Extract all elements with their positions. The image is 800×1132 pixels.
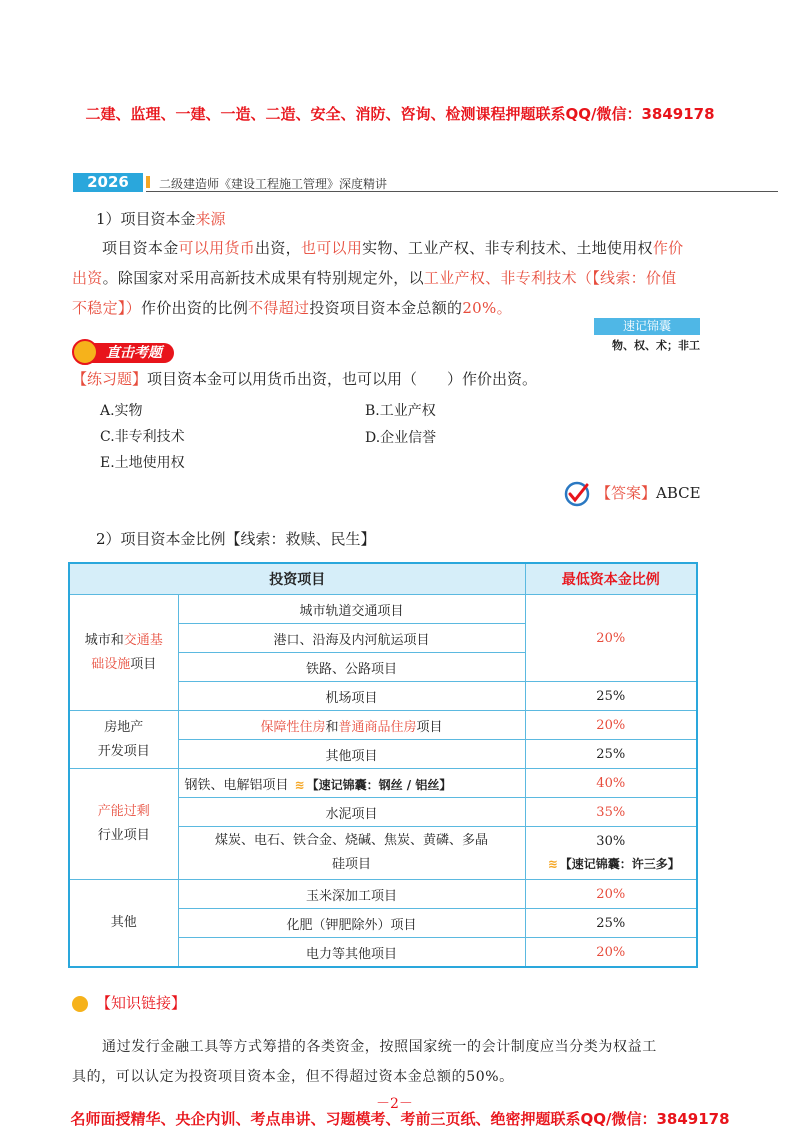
text: 投资项目资本金总额的 (309, 299, 463, 317)
category-overcapacity (69, 769, 178, 880)
ratio-cell: 20% (525, 880, 697, 909)
text: 交通基 (123, 632, 163, 648)
answer-value: ABCE (656, 484, 701, 502)
project-cell: 城市轨道交通项目 (178, 595, 525, 624)
memo-mark-icon: ≋ (294, 777, 305, 792)
option-e: E.土地使用权 (100, 455, 185, 471)
text: 煤炭、电石、铁合金、烧碱、焦炭、黄磷、多晶 (214, 833, 488, 848)
option-a: A.实物 (100, 403, 143, 419)
project-cell: 机场项目 (178, 682, 525, 711)
text: 也可以用 (300, 239, 363, 257)
text: 产能过剩 (97, 804, 150, 819)
text: 30% (596, 833, 626, 849)
page-header (73, 173, 705, 193)
page-number: －2－ (376, 1096, 413, 1112)
knowledge-link-heading (72, 992, 186, 1013)
header-ratio: 最低资本金比例 (525, 563, 697, 595)
table-header-row (69, 563, 697, 595)
text: 项目 (416, 719, 443, 735)
project-cell (178, 711, 525, 740)
ratio-cell: 20% (525, 711, 697, 740)
category-real-estate (69, 711, 178, 769)
text: 通过发行金融工具等方式筹措的各类资金，按照国家统一的会计制度应当分类为权益工 (102, 1039, 657, 1055)
knowledge-label: 【知识链接】 (96, 994, 187, 1012)
answer-line (564, 481, 701, 507)
ratio-cell: 35% (525, 798, 697, 827)
memo-mark-icon: ≋ (547, 856, 558, 871)
question-text: 项目资本金可以用货币出资，也可以用（ ）作价出资。 (147, 370, 538, 388)
text: 不得超过 (248, 299, 310, 317)
project-cell: 铁路、公路项目 (178, 653, 525, 682)
header-rule (146, 191, 778, 192)
category-other: 其他 (69, 880, 178, 968)
project-cell: 玉米深加工项目 (178, 880, 525, 909)
text: 出资 (72, 269, 103, 287)
option-c: C.非专利技术 (100, 429, 185, 445)
option-b: B.工业产权 (365, 403, 436, 419)
ratio-cell (525, 827, 697, 880)
text: 钢铁、电解铝项目 (184, 777, 289, 793)
answer-label: 【答案】 (596, 484, 657, 502)
ratio-cell: 20% (525, 938, 697, 968)
text: 不稳定】） (72, 299, 142, 317)
project-cell (178, 769, 525, 798)
year-badge: 2026 (73, 173, 143, 192)
practice-question (72, 368, 537, 389)
text: 货币 (224, 239, 256, 257)
text: 硅项目 (331, 857, 371, 872)
text: 项目资本金 (102, 239, 179, 257)
text: 作价 (652, 239, 684, 257)
table-row (69, 769, 697, 798)
project-cell: 电力等其他项目 (178, 938, 525, 968)
heading-text: 1）项目资本金 (96, 210, 196, 228)
text: 城市和 (84, 632, 124, 648)
text: 【速记锦囊：许三多】 (559, 856, 680, 871)
text: 开发项目 (97, 743, 150, 759)
lightbulb-icon (72, 339, 98, 365)
header-accent-bar (146, 176, 150, 188)
text: 具的，可以认定为投资项目资本金，但不得超过资本金总额的50%。 (72, 1069, 514, 1085)
ratio-cell: 25% (525, 682, 697, 711)
section2-heading: 2）项目资本金比例【线索：救赎、民生】 (96, 530, 376, 548)
text: 实物、工业产权、非专利技术、土地使用权 (362, 239, 653, 257)
project-cell (178, 827, 525, 880)
project-cell: 其他项目 (178, 740, 525, 769)
text: 行业项目 (97, 828, 150, 843)
practice-label: 【练习题】 (72, 370, 148, 388)
ratio-cell: 40% (525, 769, 697, 798)
ratio-cell: 25% (525, 740, 697, 769)
heading-highlight: 来源 (195, 210, 226, 228)
text: 房地产 (104, 719, 144, 735)
check-icon (564, 481, 590, 507)
exam-banner (72, 339, 222, 365)
ratio-cell: 20% (525, 595, 697, 682)
memory-tip (295, 778, 452, 792)
knowledge-paragraph (72, 1032, 712, 1092)
section1-paragraph (72, 233, 712, 323)
exam-banner-label: 直击考题 (92, 343, 174, 363)
text: 保障性住房 (260, 719, 326, 735)
category-urban-infrastructure (69, 595, 178, 711)
text: 。除国家对采用高新技术成果有特别规定外，以 (102, 269, 424, 287)
text: 普通商品住房 (338, 719, 417, 735)
section1-heading (96, 204, 226, 234)
project-cell: 化肥（钾肥除外）项目 (178, 909, 525, 938)
project-cell: 港口、沿海及内河航运项目 (178, 624, 525, 653)
memory-tip-content: 物、权、术；非工 (612, 339, 700, 352)
text: 20%。 (462, 299, 512, 317)
ratio-cell: 25% (525, 909, 697, 938)
promo-banner-top: 二建、监理、一建、一造、二造、安全、消防、咨询、检测课程押题联系QQ/微信：3849178 (85, 105, 715, 123)
text: 工业产权、非专利技术（【线索：价值 (423, 269, 677, 287)
memory-tip-tag (594, 318, 700, 353)
text: 和 (325, 719, 339, 735)
option-d: D.企业信誉 (365, 430, 437, 446)
lightbulb-icon (72, 996, 88, 1012)
header-project: 投资项目 (69, 563, 525, 595)
text: 础设施 (91, 656, 131, 672)
text: 可以用 (178, 239, 225, 257)
capital-ratio-table (68, 562, 698, 968)
project-cell: 水泥项目 (178, 798, 525, 827)
table-row (69, 595, 697, 624)
table-row (69, 711, 697, 740)
text: 出资， (255, 239, 301, 257)
memory-tip-title: 速记锦囊 (594, 318, 700, 335)
book-title: 二级建造师《建设工程施工管理》深度精讲 (159, 177, 388, 191)
text: 作价出资的比例 (141, 299, 249, 317)
text: 【速记锦囊：钢丝 / 铝丝】 (306, 777, 452, 792)
promo-banner-bottom: 名师面授精华、央企内训、考点串讲、习题模考、考前三页纸、绝密押题联系QQ/微信：3849178 (70, 1110, 730, 1128)
text: 项目 (130, 656, 157, 672)
memory-tip (548, 857, 680, 871)
table-row (69, 880, 697, 909)
